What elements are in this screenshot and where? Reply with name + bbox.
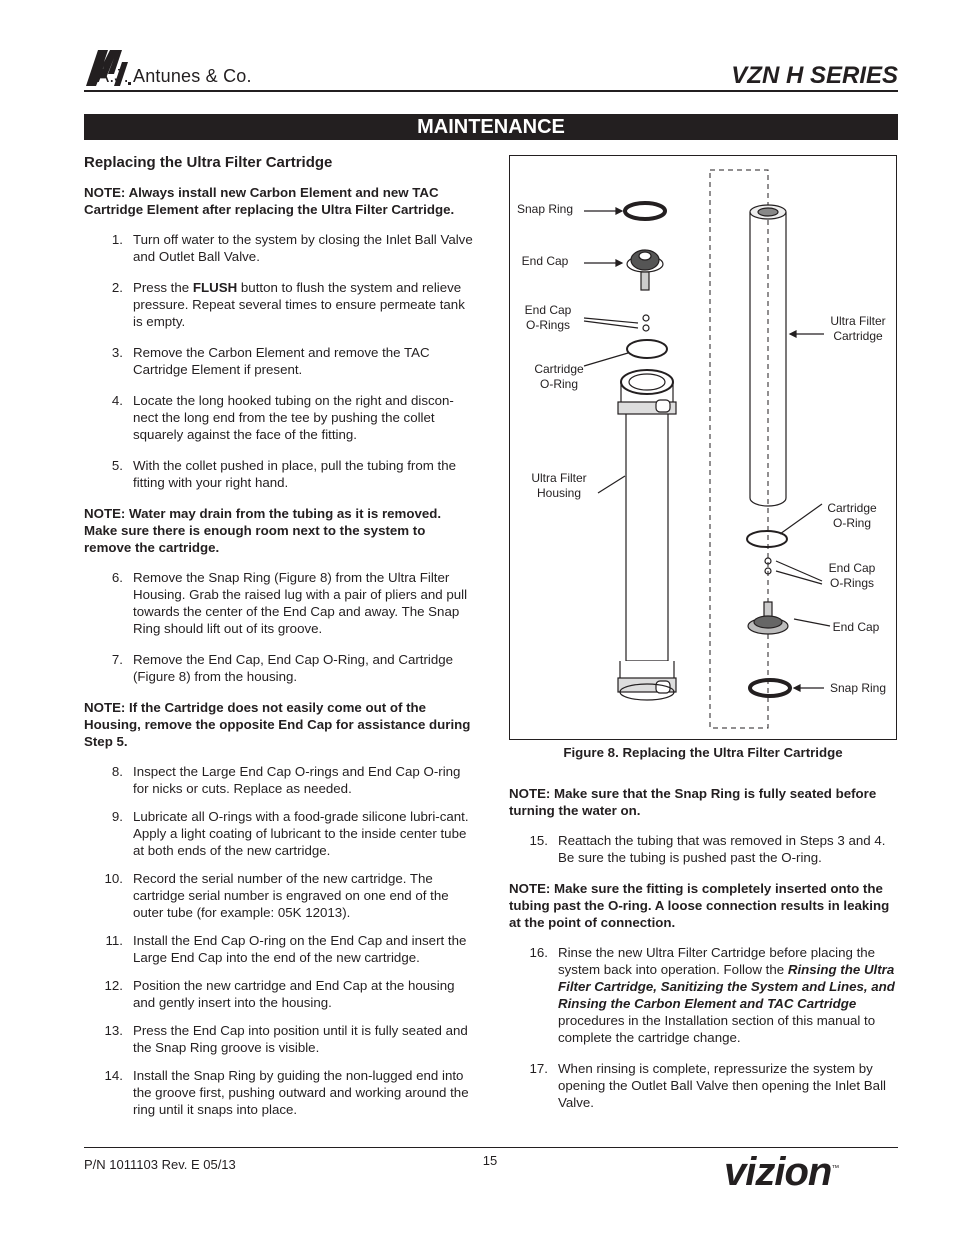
label-end-cap-orings: End Cap O-Rings bbox=[524, 303, 572, 332]
vizion-logo-icon: vizion™ bbox=[724, 1150, 839, 1194]
steps-group-b bbox=[84, 569, 476, 685]
label-uf-cartridge: Ultra Filter Cartridge bbox=[830, 314, 886, 343]
step-item: 6. Remove the Snap Ring (Figure 8) from the Ultra Filter Housing. Grab the raised lug with a pair of pliers and pull towards the center of the End Cap and away. The Snap Ring should lift out of its groove. bbox=[111, 570, 468, 636]
footer-rule bbox=[84, 1147, 898, 1148]
company-name: A.J. Antunes & Co. bbox=[97, 66, 252, 86]
label-cartridge-oring: Cartridge O-Ring bbox=[534, 362, 584, 391]
note: NOTE: Always install new Carbon Element and new TAC Cartridge Element after replacing the Ultra Filter Cartridge. bbox=[84, 185, 455, 217]
step-item: 1. Turn off water to the system by closing the Inlet Ball Valve and Outlet Ball Valve. bbox=[111, 232, 473, 264]
left-column bbox=[84, 154, 476, 1118]
note: NOTE: Make sure the fitting is completely inserted onto the tubing past the O-ring. A loose connection results in leaking at the point of connection. bbox=[509, 881, 890, 930]
step-item: 9. Lubricate all O-rings with a food-grade silicone lubri-cant. Apply a light coating of lubricant to the inside center tube at both ends of the new cartridge. bbox=[111, 809, 469, 858]
figure-caption: Figure 8. Replacing the Ultra Filter Cartridge bbox=[563, 745, 843, 760]
page-number: 15 bbox=[482, 1153, 498, 1168]
step-item: 10. Record the serial number of the new cartridge. The cartridge serial number is engraved on one end of the outer tube (for example: 05K 12013). bbox=[104, 871, 449, 920]
step-item: 13. Press the End Cap into position until it is fully seated and the Snap Ring groove is visible. bbox=[104, 1023, 468, 1055]
section-banner: MAINTENANCE bbox=[84, 114, 898, 140]
step-item: 2. Press the FLUSH button to flush the system and relieve pressure. Repeat several times to ensure permeate tank is empty. bbox=[111, 280, 465, 329]
steps-group-c bbox=[84, 763, 476, 1118]
step-item: 11. Install the End Cap O-ring on the End Cap and insert the Large End Cap into the end of the new cartridge. bbox=[105, 933, 467, 965]
step-item: 4. Locate the long hooked tubing on the right and discon-nect the long end from the tee by pushing the collet squarely against the face of the fitting. bbox=[111, 393, 454, 442]
step-item: 8. Inspect the Large End Cap O-rings and End Cap O-ring for nicks or cuts. Replace as needed. bbox=[111, 764, 461, 796]
label-housing: Ultra Filter Housing bbox=[531, 471, 587, 500]
step-item: 7. Remove the End Cap, End Cap O-Ring, and Cartridge (Figure 8) from the housing. bbox=[111, 652, 454, 684]
filter-diagram bbox=[510, 156, 896, 739]
step-item: 14. Install the Snap Ring by guiding the non-lugged end into the groove first, pushing outward and working around the ring until it snaps into place. bbox=[104, 1068, 469, 1117]
step-item: 15. Reattach the tubing that was removed in Steps 3 and 4. Be sure the tubing is pushed past the O-ring. bbox=[529, 833, 886, 865]
step-item: 3. Remove the Carbon Element and remove the TAC Cartridge Element if present. bbox=[111, 345, 430, 377]
note: NOTE: If the Cartridge does not easily come out of the Housing, remove the opposite End Cap for assistance during Step 5. bbox=[84, 700, 471, 749]
step-item: 17. When rinsing is complete, repressurize the system by opening the Outlet Ball Valve then opening the Inlet Ball Valve. bbox=[529, 1061, 886, 1110]
section-heading: Replacing the Ultra Filter Cartridge bbox=[84, 154, 333, 171]
step-item: 5. With the collet pushed in place, pull the tubing from the fitting with your right hand. bbox=[111, 458, 457, 490]
figure-box bbox=[509, 155, 897, 740]
label-end-cap-right: End Cap bbox=[832, 620, 880, 634]
note: NOTE: Make sure that the Snap Ring is fully seated before turning the water on. bbox=[509, 786, 877, 818]
series-title: VZN H SERIES bbox=[731, 62, 898, 89]
label-end-cap-orings-right: End Cap O-Rings bbox=[828, 561, 876, 590]
header-rule bbox=[84, 90, 898, 92]
label-cartridge-oring-right: Cartridge O-Ring bbox=[827, 501, 877, 530]
part-number: P/N 1011103 Rev. E 05/13 bbox=[84, 1157, 236, 1172]
step-item: 16. Rinse the new Ultra Filter Cartridge before placing the system back into operation. Follow the Rinsing the Ultra Filter Cartridge, Sanitizing the System and Lines, and Rinsing the Carbon Element and TAC Cartridge procedures in the Installation section of this manual to complete the cartridge change. bbox=[529, 945, 895, 1045]
right-column bbox=[509, 785, 901, 1125]
label-end-cap: End Cap bbox=[521, 254, 569, 268]
step-item: 12. Position the new cartridge and End Cap at the housing and gently insert into the housing. bbox=[104, 978, 455, 1010]
label-snap-ring-right: Snap Ring bbox=[829, 681, 887, 695]
snap-ring-icon bbox=[625, 203, 665, 219]
label-snap-ring: Snap Ring bbox=[516, 202, 574, 216]
steps-group-a bbox=[84, 231, 476, 491]
note: NOTE: Water may drain from the tubing as it is removed. Make sure there is enough room next to the system to remove the cartridge. bbox=[84, 506, 442, 555]
